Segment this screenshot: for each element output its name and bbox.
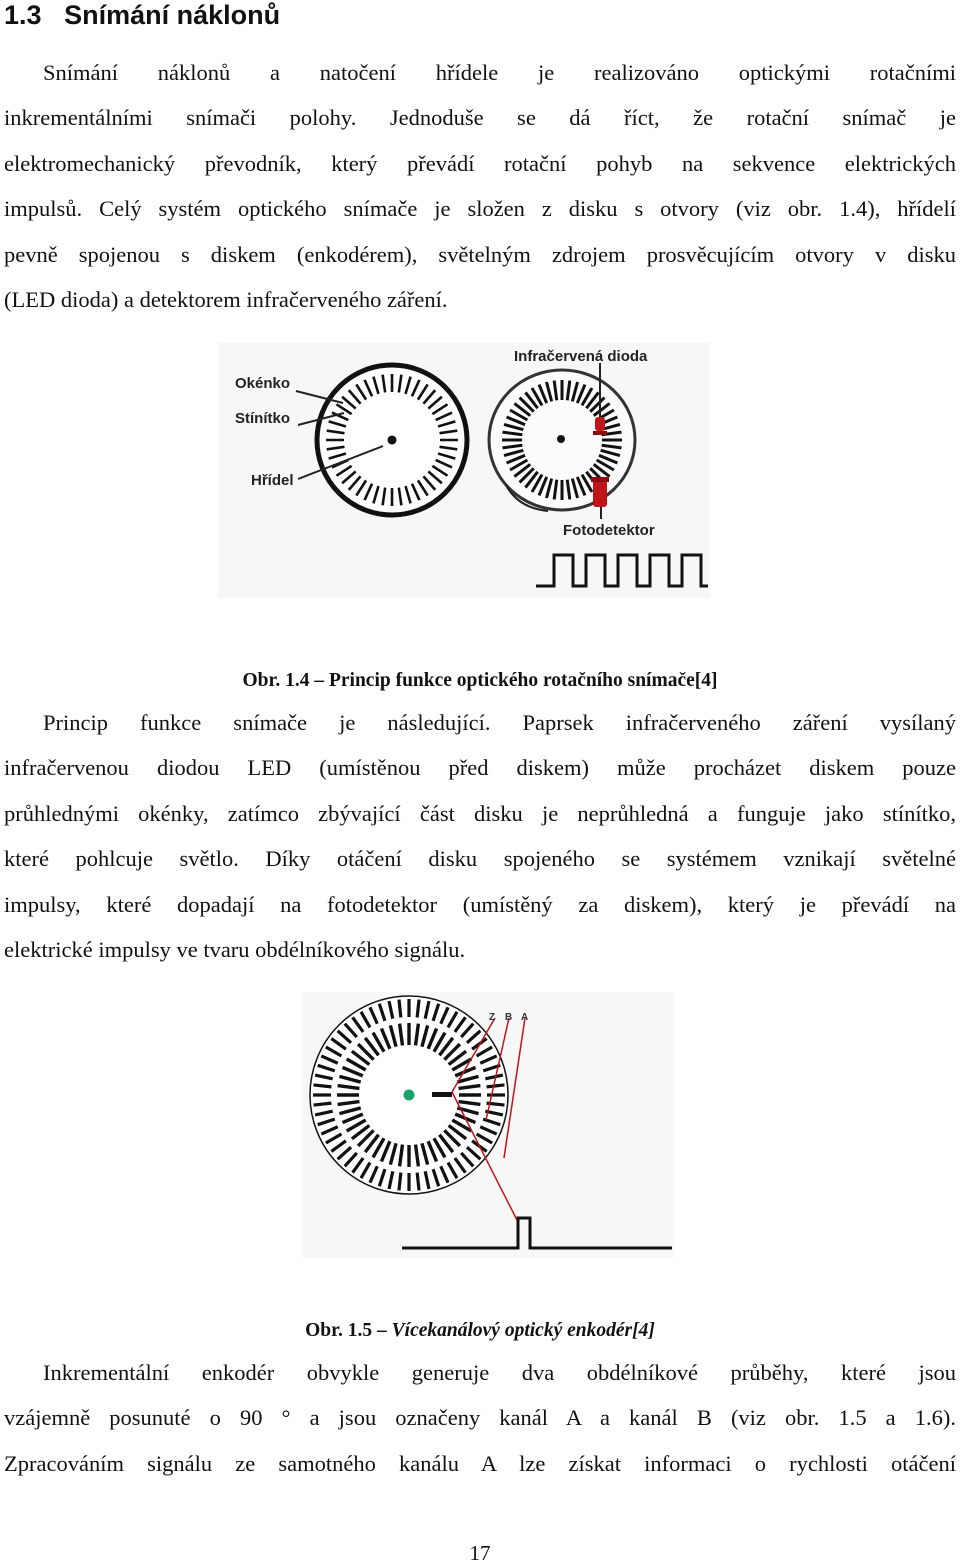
text-line: Snímání náklonů a natočení hřídele je realizováno optickými rotačními — [43, 60, 956, 85]
page-number: 17 — [469, 1541, 491, 1565]
label-channel-z: Z — [489, 1012, 496, 1023]
section-title: Snímání náklonů — [64, 0, 281, 30]
section-number: 1.3 — [4, 0, 42, 30]
multichannel-disk — [310, 996, 508, 1194]
section-heading — [4, 0, 280, 31]
label-okenko: Okénko — [235, 375, 291, 392]
shaft-point-right — [557, 435, 565, 443]
channel-a-slot — [314, 1085, 332, 1087]
encoder-disk-left — [317, 365, 467, 515]
channel-a-slot — [399, 1173, 401, 1191]
channel-a-slot — [417, 1173, 419, 1191]
channel-a-slot — [487, 1085, 505, 1087]
label-hridel: Hřídel — [251, 472, 294, 489]
figure-encoder-principle — [218, 343, 710, 598]
shaft-center-icon — [404, 1090, 415, 1101]
text-line: které pohlcuje světlo. Díky otáčení disku spojeného se systémem vznikají světelné — [4, 846, 956, 872]
shaft-point — [388, 436, 397, 445]
label-channel-a: A — [521, 1012, 529, 1023]
channel-a-slot — [314, 1103, 332, 1105]
text-line: impulsy, které dopadají na fotodetektor (umístěný za diskem), který je převádí na — [4, 891, 956, 917]
text-line: vzájemně posunuté o 90 ° a jsou označeny kanál A a kanál B (viz obr. 1.5 a 1.6). — [4, 1405, 956, 1431]
figure-1-5-caption — [0, 1320, 960, 1342]
text-line: elektromechanický převodník, který převádí rotační pohyb na sekvence elektrických — [4, 150, 956, 176]
text-line: Princip funkce snímače je následující. Paprsek infračerveného záření vysílaný — [43, 710, 956, 735]
channel-a-slot — [417, 1000, 419, 1018]
label-channel-b: B — [505, 1012, 513, 1023]
text-line: Zpracováním signálu ze samotného kanálu A lze získat informaci o rychlosti otáčení — [4, 1450, 956, 1476]
paragraph-1 — [4, 50, 956, 322]
paragraph-2 — [4, 700, 956, 972]
text-line: impulsů. Celý systém optického snímače je složen z disku s otvory (viz obr. 1.4), hřídelí — [4, 196, 956, 222]
text-line: průhlednými okénky, zatímco zbývající část disku je neprůhledná a funguje jako stínítko, — [4, 800, 956, 826]
text-line: elektrické impulsy ve tvaru obdélníkového signálu. — [4, 936, 466, 962]
label-stinitko: Stínítko — [235, 410, 290, 427]
text-line: pevně spojenou s diskem (enkodérem), světelným zdrojem prosvěcujícím otvory v disku — [4, 241, 956, 267]
photodetector-icon — [591, 477, 609, 507]
caption-prefix: Obr. 1.5 – — [305, 1320, 392, 1341]
infrared-diode-icon — [593, 417, 607, 435]
label-dioda: Infračervená dioda — [514, 348, 648, 365]
figure-multichannel-encoder — [302, 992, 674, 1258]
index-mark-z — [432, 1092, 452, 1097]
channel-a-slot — [399, 1000, 401, 1018]
text-line: infračervenou diodou LED (umístěnou před diskem) může procházet diskem pouze — [4, 755, 956, 781]
paragraph-3 — [4, 1350, 956, 1486]
text-line: Inkrementální enkodér obvykle generuje dva obdélníkové průběhy, které jsou — [43, 1360, 956, 1385]
encoder-disk-right — [489, 370, 635, 511]
figure-1-4-caption: Obr. 1.4 – Princip funkce optického rotačního snímače[4] — [242, 670, 718, 691]
text-line: inkrementálními snímači polohy. Jednoduše se dá říct, že rotační snímač je — [4, 105, 956, 131]
label-fotodetektor: Fotodetektor — [563, 522, 655, 539]
caption-italic: Vícekanálový optický enkodér[4] — [391, 1320, 655, 1341]
text-line: (LED dioda) a detektorem infračerveného záření. — [4, 286, 448, 312]
